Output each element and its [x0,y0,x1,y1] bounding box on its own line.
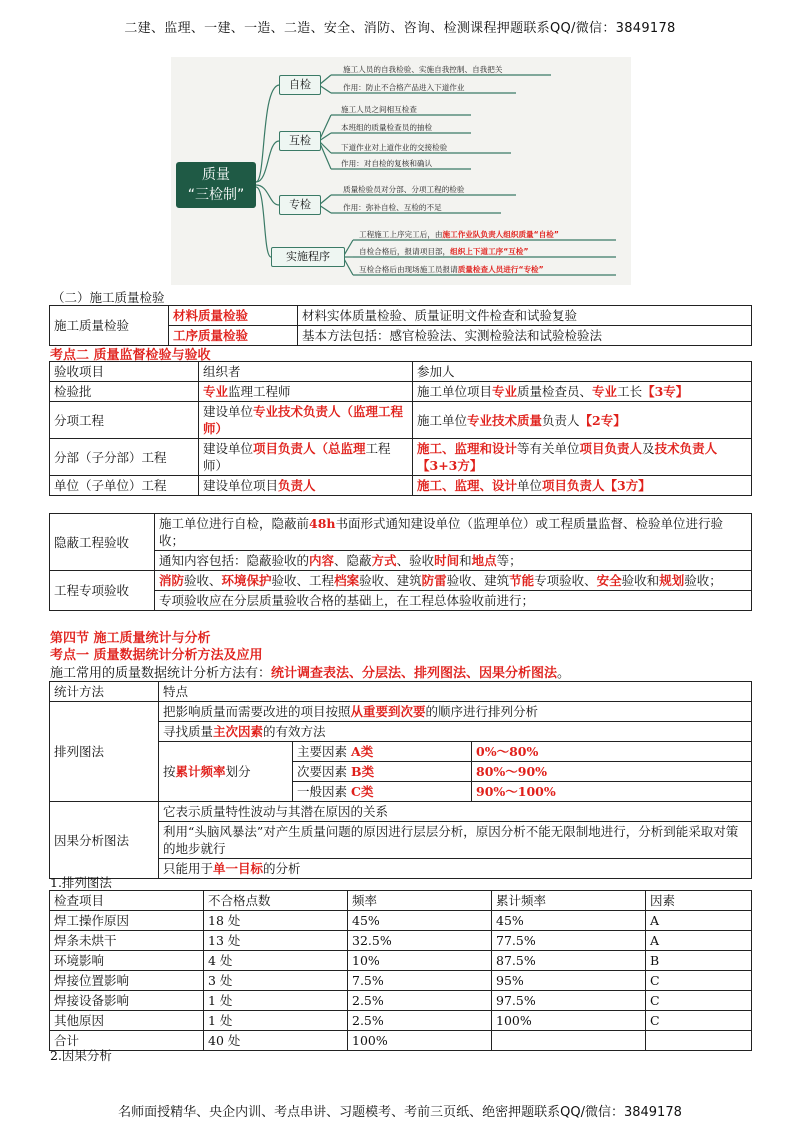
cell-frequency: 2.5% [348,1011,492,1031]
org-highlight: 负责人 [278,478,316,493]
acceptance-participants [413,439,752,476]
header-item: 验收项目 [50,362,199,382]
table-row [50,514,752,551]
acceptance-participants [413,402,752,439]
cell-cumulative: 97.5% [492,991,646,1011]
f-text: 的分析 [263,861,301,876]
three-inspection-mindmap [171,57,631,285]
acceptance-table [49,361,752,496]
cause-feature-1: 它表示质量特性波动与其潜在原因的关系 [159,802,752,822]
t-highlight: 规划 [659,573,685,588]
pareto-header-cumulative: 累计频率 [492,891,646,911]
f-text: 的有效方法 [263,724,326,739]
cause-feature-2: 利用“头脑风暴法”对产生质量问题的原因进行层层分析，原因分析不能无限制地进行，分析到能采取对策的地步就行 [159,822,752,859]
org-text: 工程师） [203,441,391,473]
t-text: 施工单位进行自检，隐蔽前 [159,516,310,531]
p-highlight: 专业 [492,384,518,399]
material-inspection-value: 材料实体质量检验、质量证明文件检查和试验复验 [298,306,752,326]
cell-factor: C [646,1011,752,1031]
pareto-header-factor: 因素 [646,891,752,911]
t-highlight: 防雷 [421,573,447,588]
node-mutual-check: 互检 [279,131,321,151]
table-row [50,591,752,611]
factor-range-c: 90%～100% [472,782,752,802]
procedure-1-highlight: 施工作业队负责人组织质量“自检” [442,230,559,239]
hidden-acceptance-text-1 [155,514,752,551]
cell-cumulative [492,1031,646,1051]
org-text: 监理工程师 [228,384,291,399]
cell-count: 1 处 [204,1011,348,1031]
org-text: 建设单位项目 [203,478,279,493]
f-text: 只能用于 [163,861,214,876]
factor-class-b [293,762,472,782]
intro-text: 施工常用的质量数据统计分析方法有： [50,666,272,681]
cause-feature-3 [159,859,752,879]
pareto-data-table [49,890,752,1051]
p-text: 及 [642,441,655,456]
p-highlight: 【3方】 [604,478,651,493]
org-highlight: 专业 [203,384,229,399]
header-participants: 参加人 [413,362,752,382]
table-row [50,551,752,571]
section-4-title: 第四节 施工质量统计与分析 [50,631,211,646]
p-highlight: 专业技术质量 [467,412,543,428]
leaf-self-1: 施工人员的自我检验、实施自我控制、自我把关 [343,65,503,74]
t-text: 验收、工程 [271,573,335,588]
f-highlight: A类 [351,744,374,759]
table-row [50,476,752,496]
pareto-header-count: 不合格点数 [204,891,348,911]
t-text: 专项验收、 [534,573,597,588]
leaf-mutual-4: 作用：对自检的复核和确认 [341,159,433,168]
t-text: 验收和 [621,573,660,588]
factor-range-b: 80%～90% [472,762,752,782]
leaf-mutual-3: 下道作业对上道作业的交接检验 [341,143,448,152]
leaf-special-1: 质量检验员对分部、分项工程的检验 [343,185,465,194]
cell-cumulative: 45% [492,911,646,931]
table-row [50,439,752,476]
mindmap-root [176,162,256,208]
procedure-2-text: 自检合格后，报请项目部， [359,247,451,256]
p-highlight: 项目负责人 [579,441,643,456]
t-highlight: 档案 [334,573,360,588]
f-highlight: B类 [351,764,375,779]
t-highlight: 内容 [309,553,335,568]
acceptance-organizer [199,439,413,476]
construction-inspection-table [49,305,752,346]
cell-frequency: 10% [348,951,492,971]
org-text: 建设单位 [203,441,254,456]
p-highlight: 专业 [592,384,618,399]
procedure-3-text: 互检合格后由现场施工员报请 [359,265,458,274]
leaf-mutual-1: 施工人员之间相互检查 [341,105,417,114]
s4-intro [50,662,570,681]
special-acceptance-text-2: 专项验收应在分层质量验收合格的基础上，在工程总体验收前进行； [155,591,752,611]
statistics-methods-table [49,681,752,879]
mindmap-root-line2: “三检制” [187,187,245,203]
process-inspection-key: 工序质量检验 [169,326,298,346]
table-row [50,402,752,439]
procedure-2-highlight: 组织上下道工序“互检” [450,247,529,256]
t-text: 验收、 [184,573,222,588]
p-text: 等有关单位 [517,441,580,456]
p-highlight: 项目负责人 [542,478,605,493]
f-text: 一般因素 [297,784,348,799]
f-highlight: C类 [351,784,374,799]
table-row [50,891,752,911]
p-text: 施工单位项目 [417,384,493,399]
acceptance-participants [413,382,752,402]
p-highlight: 施工、监理、设计 [417,478,518,493]
p-text: 单位 [517,478,543,493]
table-row [50,931,752,951]
inspection-label: 施工质量检验 [50,306,169,346]
cell-frequency: 45% [348,911,492,931]
process-inspection-value: 基本方法包括：感官检验法、实测检验法和试验检验法 [298,326,752,346]
cell-item: 焊条未烘干 [50,931,204,951]
procedure-1-text: 工程施工上序完工后，由 [359,230,443,239]
cell-count: 18 处 [204,911,348,931]
cell-item: 焊接设备影响 [50,991,204,1011]
t-highlight: 环境保护 [221,573,272,588]
cell-item: 合计 [50,1031,204,1051]
table-row [50,1011,752,1031]
cell-cumulative: 95% [492,971,646,991]
t-highlight: 时间 [434,553,460,568]
leaf-special-2: 作用：弥补自检、互检的不足 [343,203,442,212]
acceptance-item: 分项工程 [50,402,199,439]
t-highlight: 地点 [471,553,497,568]
t-text: 、隐蔽 [334,553,372,568]
table-row [50,991,752,1011]
intro-text: 。 [557,666,571,681]
special-acceptance-text-1 [155,571,752,591]
p-highlight: 【3专】 [642,384,689,399]
cell-frequency: 100% [348,1031,492,1051]
t-text: 验收； [684,573,722,588]
cell-frequency: 32.5% [348,931,492,951]
cell-factor: A [646,911,752,931]
table-row [50,382,752,402]
org-text: 建设单位 [203,404,254,419]
leaf-mutual-2: 本班组的质量检查员的抽检 [341,123,433,132]
node-special-check: 专检 [279,195,321,215]
procedure-3-highlight: 质量检查人员进行“专检” [457,265,544,274]
hidden-acceptance-text-2 [155,551,752,571]
p-text: 施工单位 [417,412,468,428]
cell-factor: C [646,971,752,991]
cell-frequency: 2.5% [348,991,492,1011]
p-text: 负责人 [542,412,580,428]
mindmap-root-line1: 质量 [202,167,230,183]
f-text: 把影响质量而需要改进的项目按照 [163,704,351,719]
kd2-title: 考点二 质量监督检验与验收 [50,348,211,363]
hidden-acceptance-label: 隐蔽工程验收 [50,514,155,571]
cell-item: 焊工操作原因 [50,911,204,931]
t-highlight: 节能 [509,573,535,588]
intro-highlight: 统计调查表法、分层法、排列图法、因果分析图法 [271,666,558,681]
table-row [50,951,752,971]
acceptance-organizer [199,382,413,402]
pareto-method-label: 排列图法 [50,702,159,802]
t-highlight: 安全 [596,573,622,588]
p-highlight: 【3+3方】 [417,458,483,473]
hidden-special-acceptance-table [49,513,752,611]
pareto-cumulative-label [159,742,293,802]
org-highlight: 项目负责人（总监理 [253,441,366,456]
t-highlight: 消防 [159,573,185,588]
cell-cumulative: 87.5% [492,951,646,971]
t-text: 和 [459,553,472,568]
factor-range-a: 0%～80% [472,742,752,762]
table-row [50,362,752,382]
cell-cumulative: 77.5% [492,931,646,951]
pareto-feature-2 [159,722,752,742]
special-acceptance-label: 工程专项验收 [50,571,155,611]
p-highlight: 【2专】 [579,412,626,428]
t-text: 验收、建筑 [359,573,422,588]
t-text: 通知内容包括：隐蔽验收的 [159,553,310,568]
f-highlight: 从重要到次要 [350,704,426,719]
acceptance-item: 分部（子分部）工程 [50,439,199,476]
f-highlight: 单一目标 [213,861,264,876]
factor-class-c [293,782,472,802]
acceptance-item: 单位（子单位）工程 [50,476,199,496]
p-text: 工长 [617,384,643,399]
f-highlight: 累计频率 [175,764,226,779]
acceptance-participants [413,476,752,496]
f-text: 次要因素 [297,764,348,779]
page-footer: 名师面授精华、央企内训、考点串讲、习题模考、考前三页纸、绝密押题联系QQ/微信：3849178 [118,1105,682,1120]
table-row [50,702,752,722]
t-text: 验收、建筑 [446,573,510,588]
p-highlight: 技术负责人 [654,441,718,456]
org-highlight: 专业技术负责人（监理工程师） [203,404,404,436]
t-text: 等； [496,553,522,568]
table-row [50,911,752,931]
pareto-header-frequency: 频率 [348,891,492,911]
table-row [50,1031,752,1051]
leaf-self-2: 作用：防止不合格产品进入下道作业 [343,83,465,92]
cell-factor: C [646,991,752,1011]
section-construction-inspection-title: （二）施工质量检验 [52,290,165,305]
cell-item: 环境影响 [50,951,204,971]
acceptance-organizer [199,402,413,439]
f-text: 寻找质量 [163,724,214,739]
f-highlight: 主次因素 [213,724,264,739]
node-self-check: 自检 [279,75,321,95]
table-row [50,682,752,702]
acceptance-organizer [199,476,413,496]
f-text: 的顺序进行排列分析 [425,704,539,719]
header-feature: 特点 [159,682,752,702]
cell-count: 13 处 [204,931,348,951]
cell-count: 4 处 [204,951,348,971]
cell-count: 40 处 [204,1031,348,1051]
f-text: 主要因素 [297,744,348,759]
cell-cumulative: 100% [492,1011,646,1031]
f-text: 按 [163,764,176,779]
factor-class-a [293,742,472,762]
cell-factor [646,1031,752,1051]
t-text: 、验收 [396,553,435,568]
page-header: 二建、监理、一建、一造、二造、安全、消防、咨询、检测课程押题联系QQ/微信：3849178 [124,21,676,36]
leaf-procedure-3 [359,264,544,275]
cause-method-label: 因果分析图法 [50,802,159,879]
cell-count: 3 处 [204,971,348,991]
table-row [50,802,752,822]
p-highlight: 施工、监理和设计 [417,441,518,456]
f-text: 划分 [225,764,251,779]
leaf-procedure-1 [359,229,559,240]
pareto-feature-1 [159,702,752,722]
cell-item: 焊接位置影响 [50,971,204,991]
s4-kd1-title: 考点一 质量数据统计分析方法及应用 [50,648,263,663]
cell-frequency: 7.5% [348,971,492,991]
pareto-subtitle: 1.排列图法 [50,875,112,890]
t-highlight: 方式 [371,553,397,568]
node-procedure: 实施程序 [271,247,345,267]
cell-factor: A [646,931,752,951]
t-text: 书面形式通知建设单位（监理单位）或工程质量监督、检验单位进行验收； [159,516,724,548]
header-organizer: 组织者 [199,362,413,382]
cell-item: 其他原因 [50,1011,204,1031]
table-row [50,571,752,591]
cell-count: 1 处 [204,991,348,1011]
t-highlight: 48h [309,516,336,531]
leaf-procedure-2 [359,246,528,257]
header-method: 统计方法 [50,682,159,702]
cell-factor: B [646,951,752,971]
p-text: 质量检查员、 [517,384,593,399]
table-row [50,971,752,991]
material-inspection-key: 材料质量检验 [169,306,298,326]
pareto-header-item: 检查项目 [50,891,204,911]
cause-analysis-subtitle: 2.因果分析 [50,1048,112,1063]
acceptance-item: 检验批 [50,382,199,402]
